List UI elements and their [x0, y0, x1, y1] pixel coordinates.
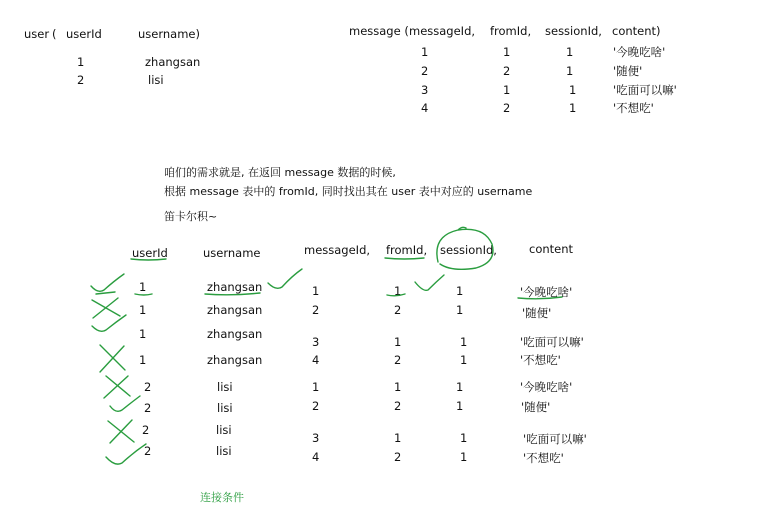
product-cell-username: zhangsan — [207, 303, 263, 317]
product-cell-sessionid: 1 — [460, 353, 468, 367]
product-header-fromid: fromId, — [386, 243, 428, 257]
message-row-1-content: '今晚吃啥' — [613, 45, 666, 59]
message-table-title: message ( — [349, 24, 409, 38]
product-cell-messageid: 4 — [312, 450, 320, 464]
product-cell-username: zhangsan — [207, 327, 263, 341]
product-cell-messageid: 3 — [312, 335, 320, 349]
message-row-4-id: 4 — [421, 101, 429, 115]
product-header-content: content — [529, 242, 574, 256]
product-cell-fromid: 2 — [394, 303, 402, 317]
product-cell-sessionid: 1 — [460, 335, 468, 349]
row-1-check-icon — [91, 274, 124, 294]
message-row-4-content: '不想吃' — [613, 101, 654, 115]
product-cell-content: '随便' — [522, 306, 552, 320]
note-line-1: 咱们的需求就是, 在返回 message 数据的时候, — [164, 166, 396, 179]
message-row-2-sessionid: 1 — [566, 64, 574, 78]
product-cell-userid: 1 — [139, 353, 147, 367]
user-row-1-username: zhangsan — [145, 55, 201, 69]
product-cell-content: '吃面可以嘛' — [520, 335, 584, 349]
row-7-cross-icon — [108, 420, 134, 443]
product-header-userid: userId — [132, 246, 168, 260]
row-5-cross-icon — [104, 376, 130, 398]
product-cell-username: zhangsan — [207, 280, 263, 294]
message-row-2-content: '随便' — [613, 64, 643, 78]
product-header-sessionid: sessionId, — [440, 243, 497, 257]
product-cell-sessionid: 1 — [460, 450, 468, 464]
message-row-2-id: 2 — [421, 64, 429, 78]
user-row-2-username: lisi — [148, 73, 164, 87]
product-cell-userid: 2 — [144, 444, 152, 458]
product-cell-content: '不想吃' — [520, 353, 561, 367]
product-cell-userid: 1 — [139, 303, 147, 317]
message-row-3-sessionid: 1 — [569, 83, 577, 97]
product-cell-messageid: 3 — [312, 431, 320, 445]
row-6-check-icon — [110, 396, 140, 411]
row-2-cross-icon — [92, 298, 120, 318]
row-3-check-icon — [92, 315, 126, 331]
product-cell-content: '今晚吃啥' — [520, 380, 573, 394]
message-col-messageid: messageId, — [409, 24, 476, 38]
product-cell-username: lisi — [216, 423, 232, 437]
product-cell-fromid: 2 — [394, 353, 402, 367]
product-cell-messageid: 4 — [312, 353, 320, 367]
underline-fromid-header — [385, 258, 424, 259]
message-col-sessionid: sessionId, — [545, 24, 602, 38]
product-cell-fromid: 1 — [394, 335, 402, 349]
product-header-messageid: messageId, — [304, 243, 371, 257]
product-cell-fromid: 2 — [394, 450, 402, 464]
user-table-title: user — [24, 27, 50, 41]
message-col-fromid: fromId, — [490, 24, 532, 38]
product-cell-userid: 2 — [144, 401, 152, 415]
product-cell-userid: 2 — [144, 380, 152, 394]
product-cell-userid: 2 — [142, 423, 150, 437]
product-cell-sessionid: 1 — [456, 399, 464, 413]
product-cell-userid: 1 — [139, 327, 147, 341]
check-username-icon — [268, 269, 302, 288]
product-cell-username: lisi — [216, 444, 232, 458]
product-cell-messageid: 1 — [312, 380, 320, 394]
join-condition-label: 连接条件 — [200, 491, 244, 504]
product-cell-content: '不想吃' — [523, 451, 564, 465]
product-cell-sessionid: 1 — [456, 380, 464, 394]
note-cartesian-product: 笛卡尔积~ — [164, 210, 218, 223]
product-cell-username: lisi — [217, 401, 233, 415]
note-line-2: 根据 message 表中的 fromId, 同时找出其在 user 表中对应的 username — [164, 185, 533, 198]
row-4-cross-icon — [100, 345, 125, 372]
product-cell-username: lisi — [217, 380, 233, 394]
message-row-1-fromid: 1 — [503, 45, 511, 59]
message-row-2-fromid: 2 — [503, 64, 511, 78]
message-col-content: content) — [612, 24, 661, 38]
message-row-4-sessionid: 1 — [569, 101, 577, 115]
product-cell-content: '随便' — [521, 400, 551, 414]
message-row-3-fromid: 1 — [503, 83, 511, 97]
product-cell-fromid: 2 — [394, 399, 402, 413]
user-col-username: username) — [138, 27, 200, 41]
product-cell-fromid: 1 — [394, 284, 402, 298]
product-cell-sessionid: 1 — [456, 303, 464, 317]
row-8-check-icon — [106, 444, 146, 464]
message-row-3-id: 3 — [421, 83, 429, 97]
product-cell-userid: 1 — [139, 280, 147, 294]
product-cell-messageid: 1 — [312, 284, 320, 298]
product-cell-messageid: 2 — [312, 399, 320, 413]
product-cell-messageid: 2 — [312, 303, 320, 317]
product-cell-fromid: 1 — [394, 380, 402, 394]
product-cell-content: '吃面可以嘛' — [523, 432, 587, 446]
user-table-open-paren: ( — [52, 27, 57, 41]
underline-row1-userid — [135, 294, 152, 295]
message-row-4-fromid: 2 — [503, 101, 511, 115]
user-col-userid: userId — [66, 27, 102, 41]
product-cell-sessionid: 1 — [456, 284, 464, 298]
product-cell-content: '今晚吃啥' — [520, 285, 573, 299]
message-row-1-id: 1 — [421, 45, 429, 59]
message-row-1-sessionid: 1 — [566, 45, 574, 59]
product-cell-username: zhangsan — [207, 353, 263, 367]
user-row-1-userid: 1 — [77, 55, 85, 69]
product-header-username: username — [203, 246, 261, 260]
user-row-2-userid: 2 — [77, 73, 85, 87]
product-cell-fromid: 1 — [394, 431, 402, 445]
message-row-3-content: '吃面可以嘛' — [613, 83, 677, 97]
check-fromid-icon — [415, 275, 444, 290]
product-cell-sessionid: 1 — [460, 431, 468, 445]
